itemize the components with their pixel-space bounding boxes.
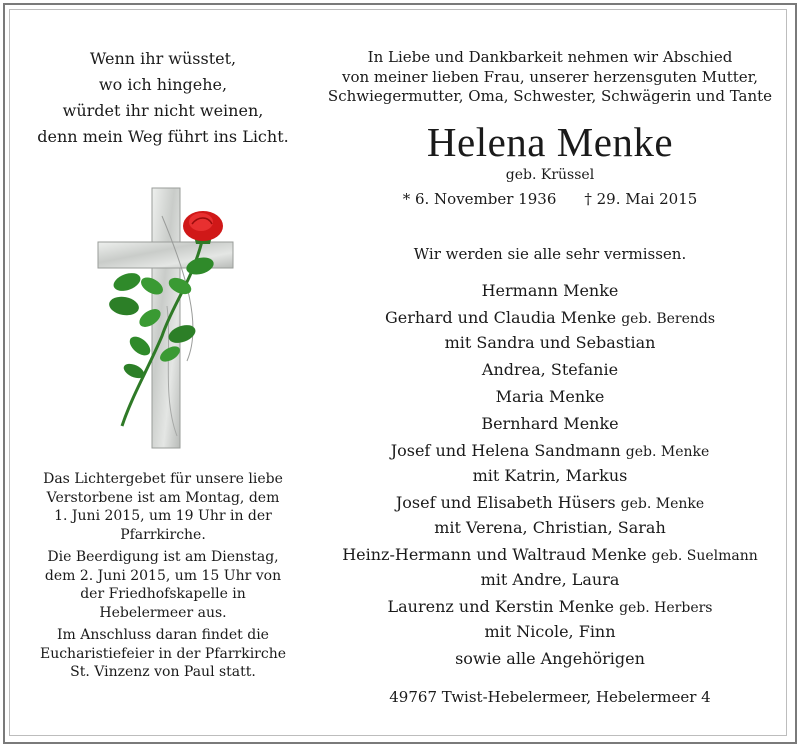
- notice-line: Das Lichtergebet für unsere liebe: [43, 471, 283, 487]
- maiden-name: geb. Krüssel: [505, 167, 595, 183]
- family-line: Josef und Elisabeth Hüsers: [395, 493, 616, 512]
- address: 49767 Twist-Hebelermeer, Hebelermeer 4: [389, 688, 711, 706]
- family-line: mit Verena, Christian, Sarah: [434, 518, 666, 537]
- miss-text: Wir werden sie alle sehr vermissen.: [413, 245, 687, 263]
- family-entry: [300, 543, 800, 591]
- intro-line: In Liebe und Dankbarkeit nehmen wir Abschied: [367, 48, 733, 66]
- family-line: sowie alle Angehörigen: [455, 649, 645, 668]
- notice-line: 1. Juni 2015, um 19 Uhr in der: [54, 508, 272, 524]
- family-line: Laurenz und Kerstin Menke: [387, 597, 614, 616]
- poem: [18, 46, 308, 150]
- family-geb: geb. Menke: [625, 444, 710, 460]
- notice-line: Hebelermeer aus.: [99, 604, 227, 621]
- deceased-name: Helena Menke: [426, 119, 674, 165]
- family-line: mit Sandra und Sebastian: [444, 333, 656, 352]
- intro-line: Schwiegermutter, Oma, Schwester, Schwägerin und Tante: [327, 87, 773, 105]
- family-entry: [300, 491, 800, 539]
- notice-line: Verstorbene ist am Montag, dem: [46, 489, 280, 506]
- family-entry: [300, 439, 800, 487]
- intro-text: [300, 48, 800, 107]
- family-entry: [300, 647, 800, 670]
- family-entry: [300, 279, 800, 302]
- notice-line: dem 2. Juni 2015, um 15 Uhr von: [44, 567, 282, 584]
- life-dates: [300, 189, 800, 209]
- notice-line: Pfarrkirche.: [120, 526, 206, 543]
- family-entry: [300, 412, 800, 435]
- family-list: [300, 279, 800, 674]
- service-notices: [18, 470, 308, 686]
- family-line: Bernhard Menke: [481, 414, 619, 433]
- family-entry: [300, 306, 800, 354]
- intro-line: von meiner lieben Frau, unserer herzensguten Mutter,: [342, 67, 758, 86]
- family-line: Gerhard und Claudia Menke: [384, 308, 617, 327]
- family-geb: geb. Menke: [620, 496, 705, 512]
- family-entry: [300, 358, 800, 381]
- notice-line: Im Anschluss daran findet die: [57, 627, 269, 643]
- notice-line: Die Beerdigung ist am Dienstag,: [47, 549, 279, 565]
- birth-date: * 6. November 1936: [402, 190, 557, 208]
- poem-line: würdet ihr nicht weinen,: [62, 101, 264, 120]
- family-geb: geb. Berends: [621, 311, 716, 327]
- family-line: Heinz-Hermann und Waltraud Menke: [342, 545, 647, 564]
- family-line: Maria Menke: [495, 387, 605, 406]
- cross-with-rose-icon: [92, 186, 242, 455]
- notice-vigil: [18, 470, 308, 544]
- family-geb: geb. Suelmann: [651, 548, 758, 564]
- family-line: mit Katrin, Markus: [472, 466, 628, 485]
- notice-line: Eucharistiefeier in der Pfarrkirche: [39, 645, 287, 662]
- family-line: mit Andre, Laura: [480, 570, 620, 589]
- notice-line: St. Vinzenz von Paul statt.: [70, 664, 256, 680]
- notice-line: der Friedhofskapelle in: [80, 586, 246, 602]
- family-line: Josef und Helena Sandmann: [390, 441, 621, 460]
- notice-funeral: [18, 548, 308, 622]
- poem-line: wo ich hingehe,: [98, 75, 228, 94]
- death-date: † 29. Mai 2015: [584, 190, 698, 208]
- poem-line: denn mein Weg führt ins Licht.: [37, 127, 289, 146]
- family-line: Hermann Menke: [481, 281, 619, 300]
- poem-line: Wenn ihr wüsstet,: [89, 49, 237, 68]
- family-entry: [300, 595, 800, 643]
- family-line: Andrea, Stefanie: [481, 360, 619, 379]
- notice-mass: [18, 626, 308, 682]
- family-line: mit Nicole, Finn: [484, 622, 616, 641]
- family-geb: geb. Herbers: [619, 600, 713, 616]
- family-entry: [300, 385, 800, 408]
